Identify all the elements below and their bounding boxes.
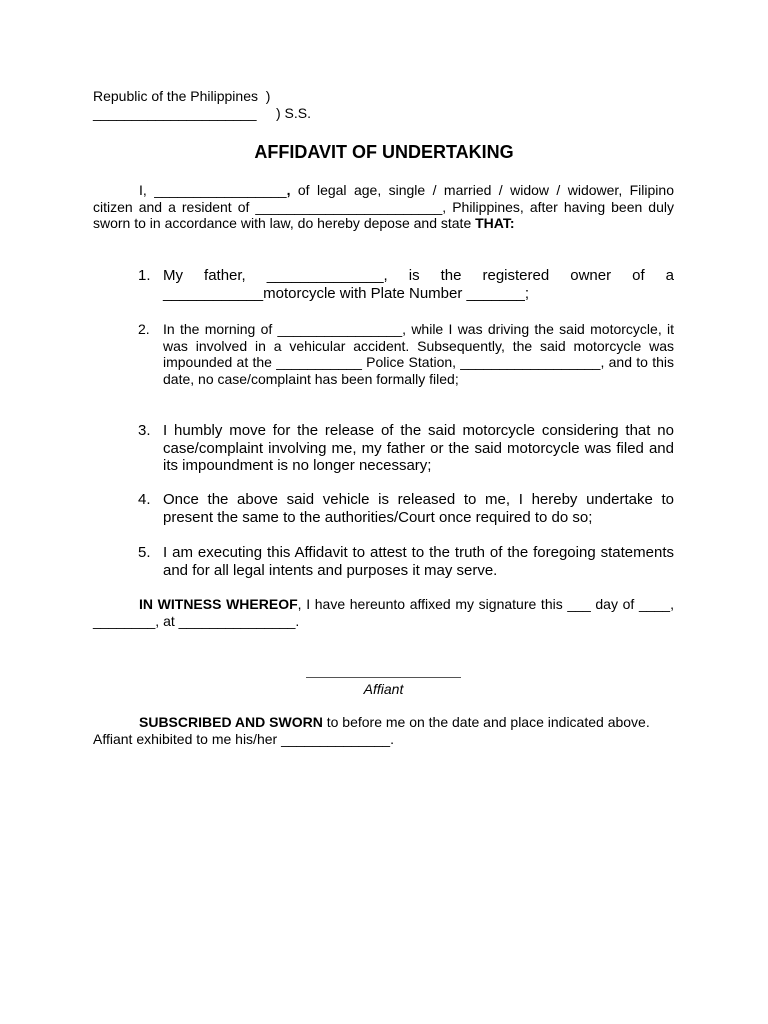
witness-text: , I have hereunto affixed my signature this ___ day of ____, ________, at _______________. xyxy=(93,596,674,629)
affiant-label: Affiant xyxy=(363,681,404,697)
venue-republic-line: Republic of the Philippines ) xyxy=(93,88,271,104)
witness-heading: IN WITNESS WHEREOF xyxy=(139,596,298,612)
list-item-text: In the morning of ________________, while I was driving the said motorcycle, it was involved in a vehicular accident. Subsequently, the said motorcycle was impounded at the ___________ Police Station, __________________, and to this date, no case/complaint has been formally filed; xyxy=(163,321,674,387)
list-item-text: I am executing this Affidavit to attest to the truth of the foregoing statements and for all legal intents and purposes it may serve. xyxy=(163,544,674,579)
list-item-text: I humbly move for the release of the said motorcycle considering that no case/complaint involving me, my father or the said motorcycle was filed and its impoundment is no longer necessary; xyxy=(163,422,674,474)
intro-that: THAT: xyxy=(475,215,515,232)
intro-comma: , xyxy=(286,182,291,198)
list-item-1 xyxy=(138,267,674,302)
list-item-5 xyxy=(138,544,674,579)
venue-ss-line: _____________________ ) S.S. xyxy=(93,105,311,121)
list-item-2 xyxy=(138,321,674,387)
witness-paragraph xyxy=(93,596,674,629)
list-item-text: My father, ______________, is the registered owner of a ____________motorcycle with Plate Number _______; xyxy=(163,267,674,302)
list-item-number: 4. xyxy=(138,491,151,508)
intro-text-rest: of legal age, single / married / widow / widower, Filipino citizen and a resident of ________________________, Philippines, after having been duly sworn to in accordance with law, do hereby depose and state xyxy=(93,182,674,232)
subscribed-paragraph xyxy=(93,714,674,747)
list-item-3 xyxy=(138,422,674,475)
signature-line xyxy=(306,677,461,678)
list-item-number: 3. xyxy=(138,422,151,439)
intro-text-start: I, _________________ xyxy=(139,182,287,198)
subscribed-heading: SUBSCRIBED AND SWORN xyxy=(139,714,323,730)
list-item-number: 1. xyxy=(138,267,151,284)
list-item-number: 5. xyxy=(138,544,151,561)
list-item-number: 2. xyxy=(138,321,150,337)
list-item-text: Once the above said vehicle is released to me, I hereby undertake to present the same to the authorities/Court once required to do so; xyxy=(163,491,674,526)
subscribed-text: to before me on the date and place indicated above. Affiant exhibited to me his/her ______________. xyxy=(93,714,650,747)
list-item-4 xyxy=(138,491,674,526)
intro-paragraph xyxy=(93,182,674,232)
document-title: AFFIDAVIT OF UNDERTAKING xyxy=(254,142,514,162)
